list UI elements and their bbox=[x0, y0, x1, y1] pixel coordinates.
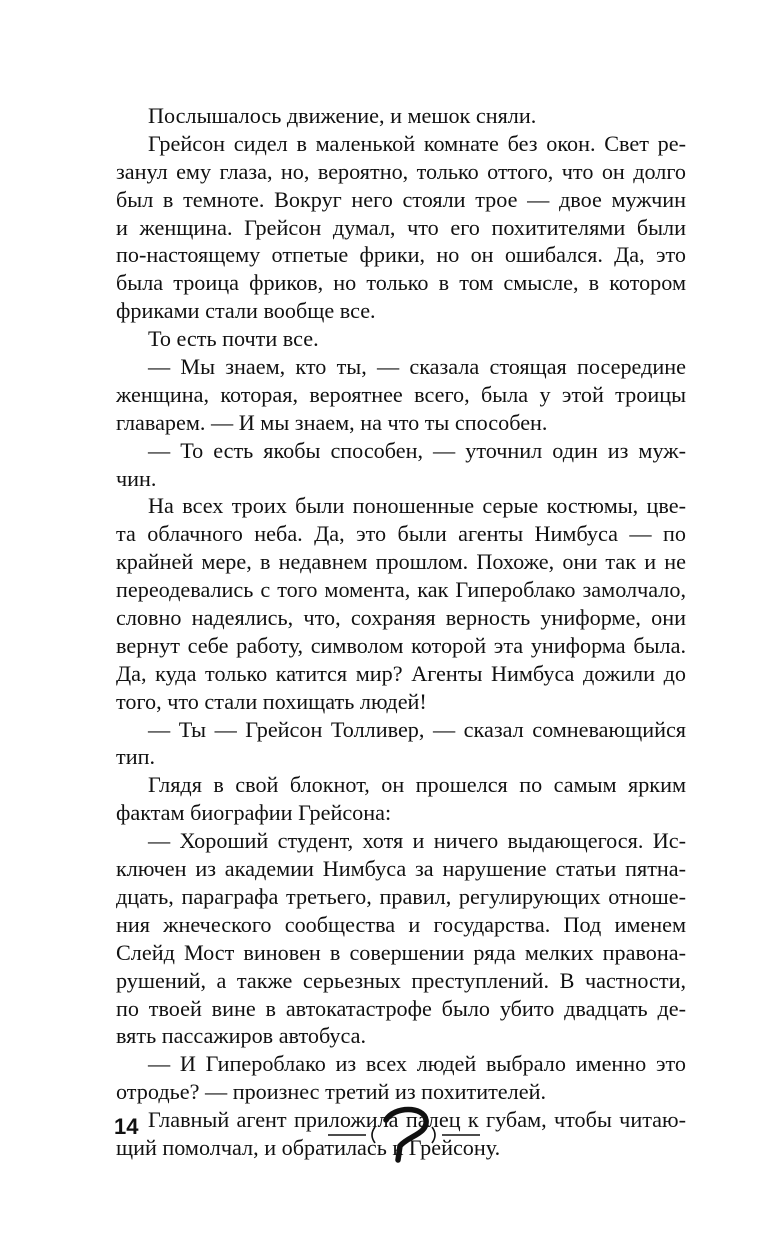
text-line: фриками стали вообще все. bbox=[116, 298, 376, 324]
text-line: крайней мере, в недавнем прошлом. Похоже, они так и не bbox=[116, 549, 686, 575]
text-line: вернут себе работу, символом которой эта униформа была. bbox=[116, 632, 686, 658]
text-line: Глядя в свой блокнот, он прошелся по самым ярким bbox=[148, 772, 686, 798]
text-line: — Мы знаем, кто ты, — сказала стоящая посередине bbox=[148, 354, 686, 380]
text-line: ключен из академии Нимбуса за нарушение статьи пятна- bbox=[116, 856, 686, 882]
page-number: 14 bbox=[114, 1114, 139, 1139]
text-line: того, что стали похищать людей! bbox=[116, 688, 427, 714]
text-line: был в темноте. Вокруг него стояли трое — двое мужчин bbox=[116, 186, 686, 212]
text-line: — И Гипероблако из всех людей выбрало именно это bbox=[148, 1051, 686, 1077]
text-line: чин. bbox=[116, 465, 157, 491]
text-line: Послышалось движение, и мешок сняли. bbox=[148, 103, 537, 128]
text-line: фактам биографии Грейсона: bbox=[116, 800, 392, 826]
text-line: вять пассажиров автобуса. bbox=[116, 1023, 367, 1049]
text-line: дцать, параграфа третьего, правил, регулирующих отноше- bbox=[116, 883, 686, 909]
text-line: — То есть якобы способен, — уточнил один из муж- bbox=[148, 437, 686, 463]
text-line: Грейсон сидел в маленькой комнате без окон. Свет ре- bbox=[148, 130, 686, 156]
text-line: Главный агент приложила палец к губам, чтобы читаю- bbox=[148, 1107, 686, 1133]
page-footer bbox=[0, 1100, 768, 1170]
text-line: та облачного неба. Да, это были агенты Нимбуса — по bbox=[116, 521, 686, 547]
text-line: главарем. — И мы знаем, на что ты способен. bbox=[116, 409, 548, 435]
text-line: То есть почти все. bbox=[148, 326, 319, 352]
text-line: по твоей вине в автокатастрофе было убито двадцать де- bbox=[116, 995, 686, 1021]
page-text bbox=[116, 102, 686, 1162]
text-line: Слейд Мост виновен в совершении ряда мелких правона- bbox=[116, 939, 686, 965]
text-line: по-настоящему отпетые фрики, но он ошибался. Да, это bbox=[116, 242, 686, 268]
scythe-ornament-icon bbox=[328, 1102, 484, 1164]
text-line: Да, куда только катится мир? Агенты Нимбуса дожили до bbox=[116, 660, 686, 686]
text-line: переодевались с того момента, как Гипероблако замолчало, bbox=[116, 577, 686, 603]
text-line: женщина, которая, вероятнее всего, была у этой троицы bbox=[116, 381, 686, 407]
text-line: — Хороший студент, хотя и ничего выдающегося. Ис- bbox=[148, 828, 686, 854]
text-line: и женщина. Грейсон думал, что его похитителями были bbox=[116, 214, 686, 240]
text-line: рушений, а также серьезных преступлений. В частности, bbox=[116, 967, 686, 993]
text-line: тип. bbox=[116, 744, 155, 770]
text-line: отродье? — произнес третий из похитителей. bbox=[116, 1079, 546, 1105]
text-line: ния жнеческого сообщества и государства. Под именем bbox=[116, 911, 686, 937]
text-line: словно надеялись, что, сохраняя верность униформе, они bbox=[116, 605, 686, 631]
text-line: была троица фриков, но только в том смысле, в котором bbox=[116, 270, 686, 296]
text-line: щий помолчал, и обратилась к Грейсону. bbox=[116, 1134, 501, 1160]
text-line: занул ему глаза, но, вероятно, только оттого, что он долго bbox=[116, 158, 686, 184]
text-line: — Ты — Грейсон Толливер, — сказал сомневающийся bbox=[148, 716, 686, 742]
text-line: На всех троих были поношенные серые костюмы, цве- bbox=[148, 493, 686, 519]
